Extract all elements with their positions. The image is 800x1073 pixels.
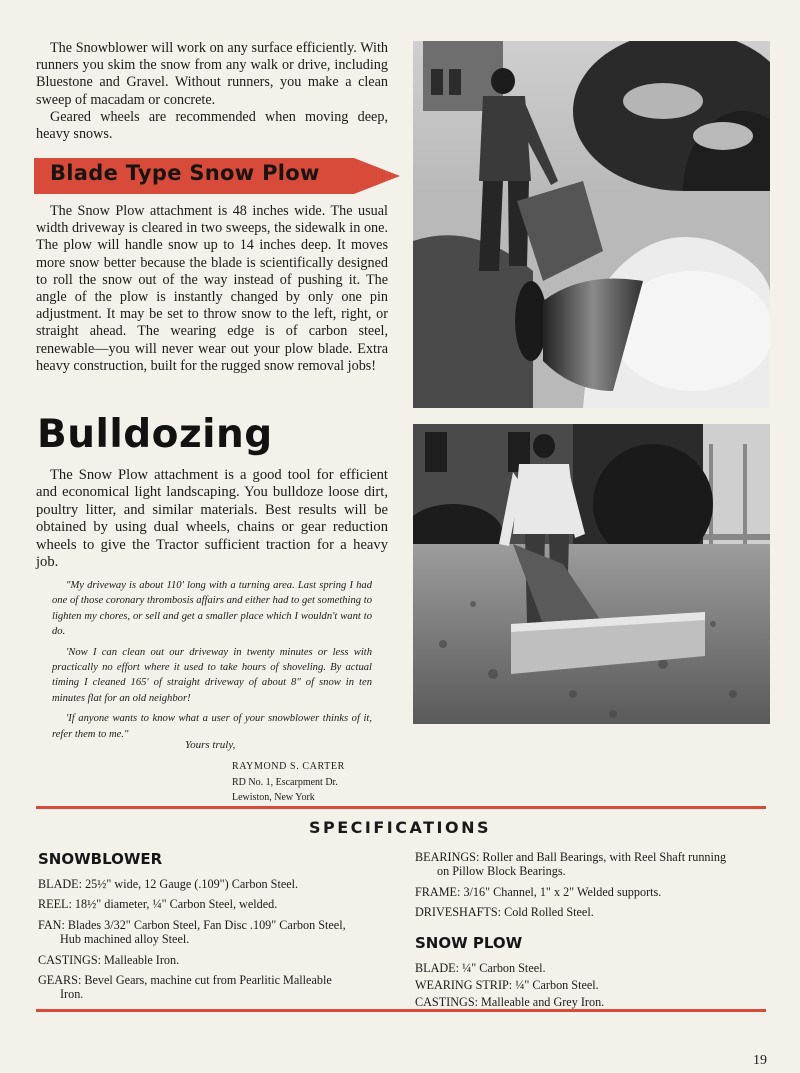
spec-reel [38,897,393,911]
testimonial-closing: Yours truly, [185,739,236,751]
spec-label: BEARINGS: [415,850,480,864]
bulldozing-photo-image [413,424,770,724]
snowblower-specs-continued [415,850,775,1010]
testimonial-signature [232,759,345,806]
spec-value: Malleable and Grey Iron. [481,995,605,1010]
spec-value: Blades 3/32" Carbon Steel, Fan Disc .109" Carbon Steel, [67,917,346,932]
bulldozing-title: Bulldozing [37,412,273,457]
snowblower-heading: SNOWBLOWER [38,850,163,868]
snow-plow-text [36,203,388,375]
spec-label: BLADE: [38,877,83,891]
spec-bearings-cont: on Pillow Block Bearings. [437,864,566,879]
spec-blade [38,877,393,891]
spec-value: 25½" wide, 12 Gauge (.109") Carbon Steel. [85,877,299,891]
spec-value: Roller and Ball Bearings, with Reel Shaft running [482,850,727,864]
intro-paragraph-1: The Snowblower will work on any surface efficiently. With runners you skim the snow from any walk or drive, including Bluestone and Gravel. Without runners, you make a clean sweep of macadam or concrete. [36,40,388,108]
spec-label: REEL: [38,897,72,912]
signer-name: RAYMOND S. CARTER [232,761,345,772]
spec-bottom-rule [36,1009,766,1012]
spec-label: CASTINGS: [415,995,478,1010]
spec-value: 18½" diameter, ¼" Carbon Steel, welded. [74,897,278,912]
spec-frame [415,885,775,899]
testimonial-paragraph-3: 'If anyone wants to know what a user of your snowblower thinks of it, refer them to me." [52,713,372,740]
spec-gears [38,973,393,987]
spec-bearings [415,850,775,864]
spec-label: DRIVESHAFTS: [415,905,502,920]
spec-label: WEARING STRIP: [415,978,513,993]
bulldozing-paragraph: The Snow Plow attachment is a good tool for efficient and economical light landscaping. You bulldoze loose dirt, poultry litter, and similar materials. Best results will be obtained by using dual wheels, chains or gear reduction wheels to give the Tractor sufficient traction for a heavy job. [36,467,388,571]
spec-label: BLADE: [415,960,460,975]
spec-gears-cont: Iron. [60,987,84,1002]
signer-address-line-2: Lewiston, New York [232,792,315,804]
testimonial-paragraph-1: "My driveway is about 110' long with a turning area. Last spring I had one of those coronary thrombosis affairs and either had to get something to lighten my chores, or sell and get a smaller place which I wouldn't want to do. [52,580,372,638]
snow-plow-spec-heading: SNOW PLOW [415,933,523,952]
spec-wearing-strip [415,978,775,992]
spec-value: 3/16" Channel, 1" x 2" Welded supports. [463,884,662,899]
spec-top-rule [36,806,766,809]
specifications-title: SPECIFICATIONS [308,818,492,837]
spec-value: ¼" Carbon Steel. [462,960,546,975]
snow-plow-photo-image [413,41,770,408]
signer-address-line-1: RD No. 1, Escarpment Dr. [232,776,338,788]
spec-label: FRAME: [415,884,461,899]
spec-label: CASTINGS: [38,952,101,967]
bulldozing-text [36,467,388,571]
testimonial-letter [52,578,372,747]
spec-value: Bevel Gears, machine cut from Pearlitic Malleable [84,973,332,988]
spec-value: Cold Rolled Steel. [504,905,594,920]
snow-plow-heading: Blade Type Snow Plow [50,161,320,185]
spec-fan [38,918,393,932]
snow-plow-paragraph: The Snow Plow attachment is 48 inches wide. The usual width driveway is cleared in two sweeps, the sidewalk in one. The plow will handle snow up to 14 inches deep. It moves more snow better because the blade is scientifically designed to roll the snow out of the way instead of pushing it. The angle of the plow is instantly changed by only one pin adjustment. It may be set to throw snow to the left, right, or straight ahead. The wearing edge is of carbon steel, renewable—you will never wear out your plow blade. Extra heavy construction, built for the rugged snow removal jobs! [36,203,388,374]
spec-label: GEARS: [38,973,82,988]
spec-value: Malleable Iron. [104,952,180,967]
spec-value: ¼" Carbon Steel. [515,978,599,993]
spec-label: FAN: [38,917,65,932]
snow-plow-banner [34,158,400,194]
spec-plow-castings [415,995,775,1009]
spec-plow-blade [415,961,775,975]
spec-driveshafts [415,905,775,919]
intro-text [36,40,388,143]
spec-castings [38,953,393,967]
bulldozing-photo [413,424,770,724]
spec-fan-cont: Hub machined alloy Steel. [60,932,190,947]
intro-paragraph-2: Geared wheels are recommended when moving deep, heavy snows. [36,108,388,143]
snow-plow-photo [413,41,770,408]
page-number: 19 [753,1053,767,1068]
snowblower-specs [38,850,393,1002]
testimonial-paragraph-2: 'Now I can clean out our driveway in twenty minutes or less with practically no effort where it used to take hours of shoveling. By actual timing I cleaned 165' of straight driveway of about 8" of snow in ten minutes flat for an old neighbor! [52,646,372,704]
